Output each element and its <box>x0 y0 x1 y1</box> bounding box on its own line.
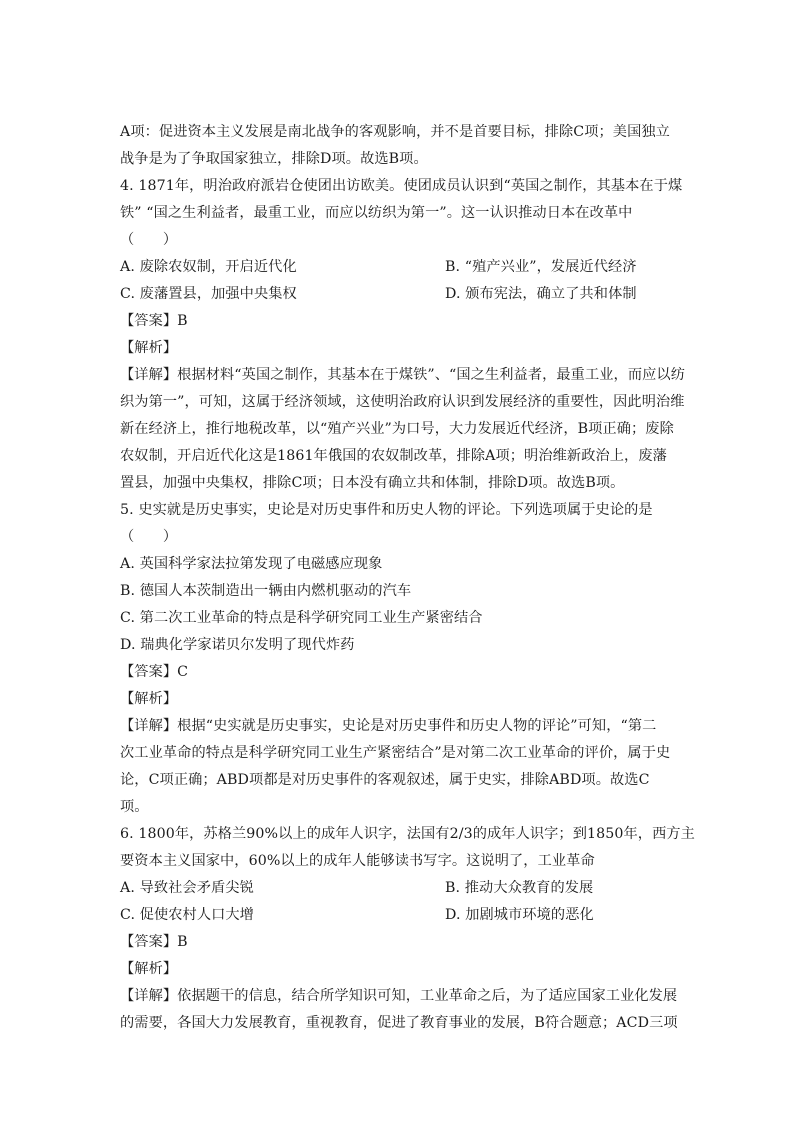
explanation-line: 论，C项正确；ABD项都是对历史事件的客观叙述，属于史实，排除ABD项。故选C <box>120 772 650 788</box>
explanation-line: 次工业革命的特点是科学研究同工业生产紧密结合”是对第二次工业革命的评价，属于史 <box>120 745 671 761</box>
explanation-line: 【详解】根据材料“英国之制作，其基本在于煤铁”、“国之生利益者，最重工业，而应以纺 <box>120 367 685 383</box>
answer-blank: （ ） <box>120 232 178 248</box>
answer-label: 【答案】B <box>120 934 188 950</box>
explanation-line: 新在经济上，推行地税改革，以“殖产兴业”为口号，大力发展近代经济，B项正确；废除 <box>120 421 674 437</box>
text-line: A项：促进资本主义发展是南北战争的客观影响，并不是首要目标，排除C项；美国独立 <box>120 124 670 140</box>
option-a: A. 导致社会矛盾尖锐 <box>120 880 254 896</box>
option-d: D. 加剧城市环境的恶化 <box>445 907 594 923</box>
option-a: A. 英国科学家法拉第发现了电磁感应现象 <box>120 556 383 572</box>
explanation-line: 农奴制，开启近代化这是1861年俄国的农奴制改革，排除A项；明治维新政治上，废藩 <box>120 448 667 464</box>
explanation-line: 织为第一”，可知，这属于经济领域，这使明治政府认识到发展经济的重要性，因此明治维 <box>120 394 685 410</box>
option-a: A. 废除农奴制，开启近代化 <box>120 259 297 275</box>
option-d: D. 颁布宪法，确立了共和体制 <box>445 286 637 302</box>
answer-label: 【答案】C <box>120 664 189 680</box>
option-b: B. 推动大众教育的发展 <box>445 880 594 896</box>
explanation-line: 【详解】依据题干的信息，结合所学知识可知，工业革命之后，为了适应国家工业化发展 <box>120 988 678 1004</box>
option-c: C. 第二次工业革命的特点是科学研究同工业生产紧密结合 <box>120 610 483 626</box>
analysis-label: 【解析】 <box>120 691 178 707</box>
analysis-label: 【解析】 <box>120 340 178 356</box>
option-b: B. 德国人本茨制造出一辆由内燃机驱动的汽车 <box>120 583 412 599</box>
question-6-stem: 6. 1800年，苏格兰90%以上的成年人识字，法国有2/3的成年人识字；到1850年，西方主 <box>120 826 695 842</box>
option-b: B. “殖产兴业”，发展近代经济 <box>445 259 637 275</box>
question-4-stem: 4. 1871年，明治政府派岩仓使团出访欧美。使团成员认识到“英国之制作，其基本在于煤 <box>120 178 683 194</box>
explanation-line: 的需要，各国大力发展教育，重视教育，促进了教育事业的发展，B符合题意；ACD三项 <box>120 1015 678 1031</box>
answer-blank: （ ） <box>120 529 178 545</box>
option-c: C. 废藩置县，加强中央集权 <box>120 286 297 302</box>
explanation-line: 【详解】根据“史实就是历史事实，史论是对历史事件和历史人物的评论”可知，“第二 <box>120 718 657 734</box>
answer-label: 【答案】B <box>120 313 188 329</box>
analysis-label: 【解析】 <box>120 961 178 977</box>
option-c: C. 促使农村人口大增 <box>120 907 254 923</box>
explanation-line: 项。 <box>120 799 149 815</box>
question-4-stem: 铁” “国之生利益者，最重工业，而应以纺织为第一”。这一认识推动日本在改革中 <box>120 205 633 221</box>
text-line: 战争是为了争取国家独立，排除D项。故选B项。 <box>120 151 428 167</box>
question-6-stem: 要资本主义国家中，60%以上的成年人能够读书写字。这说明了，工业革命 <box>120 853 595 869</box>
explanation-line: 置县，加强中央集权，排除C项；日本没有确立共和体制，排除D项。故选B项。 <box>120 475 625 491</box>
option-d: D. 瑞典化学家诺贝尔发明了现代炸药 <box>120 637 355 653</box>
question-5-stem: 5. 史实就是历史事实，史论是对历史事件和历史人物的评论。下列选项属于史论的是 <box>120 502 653 518</box>
